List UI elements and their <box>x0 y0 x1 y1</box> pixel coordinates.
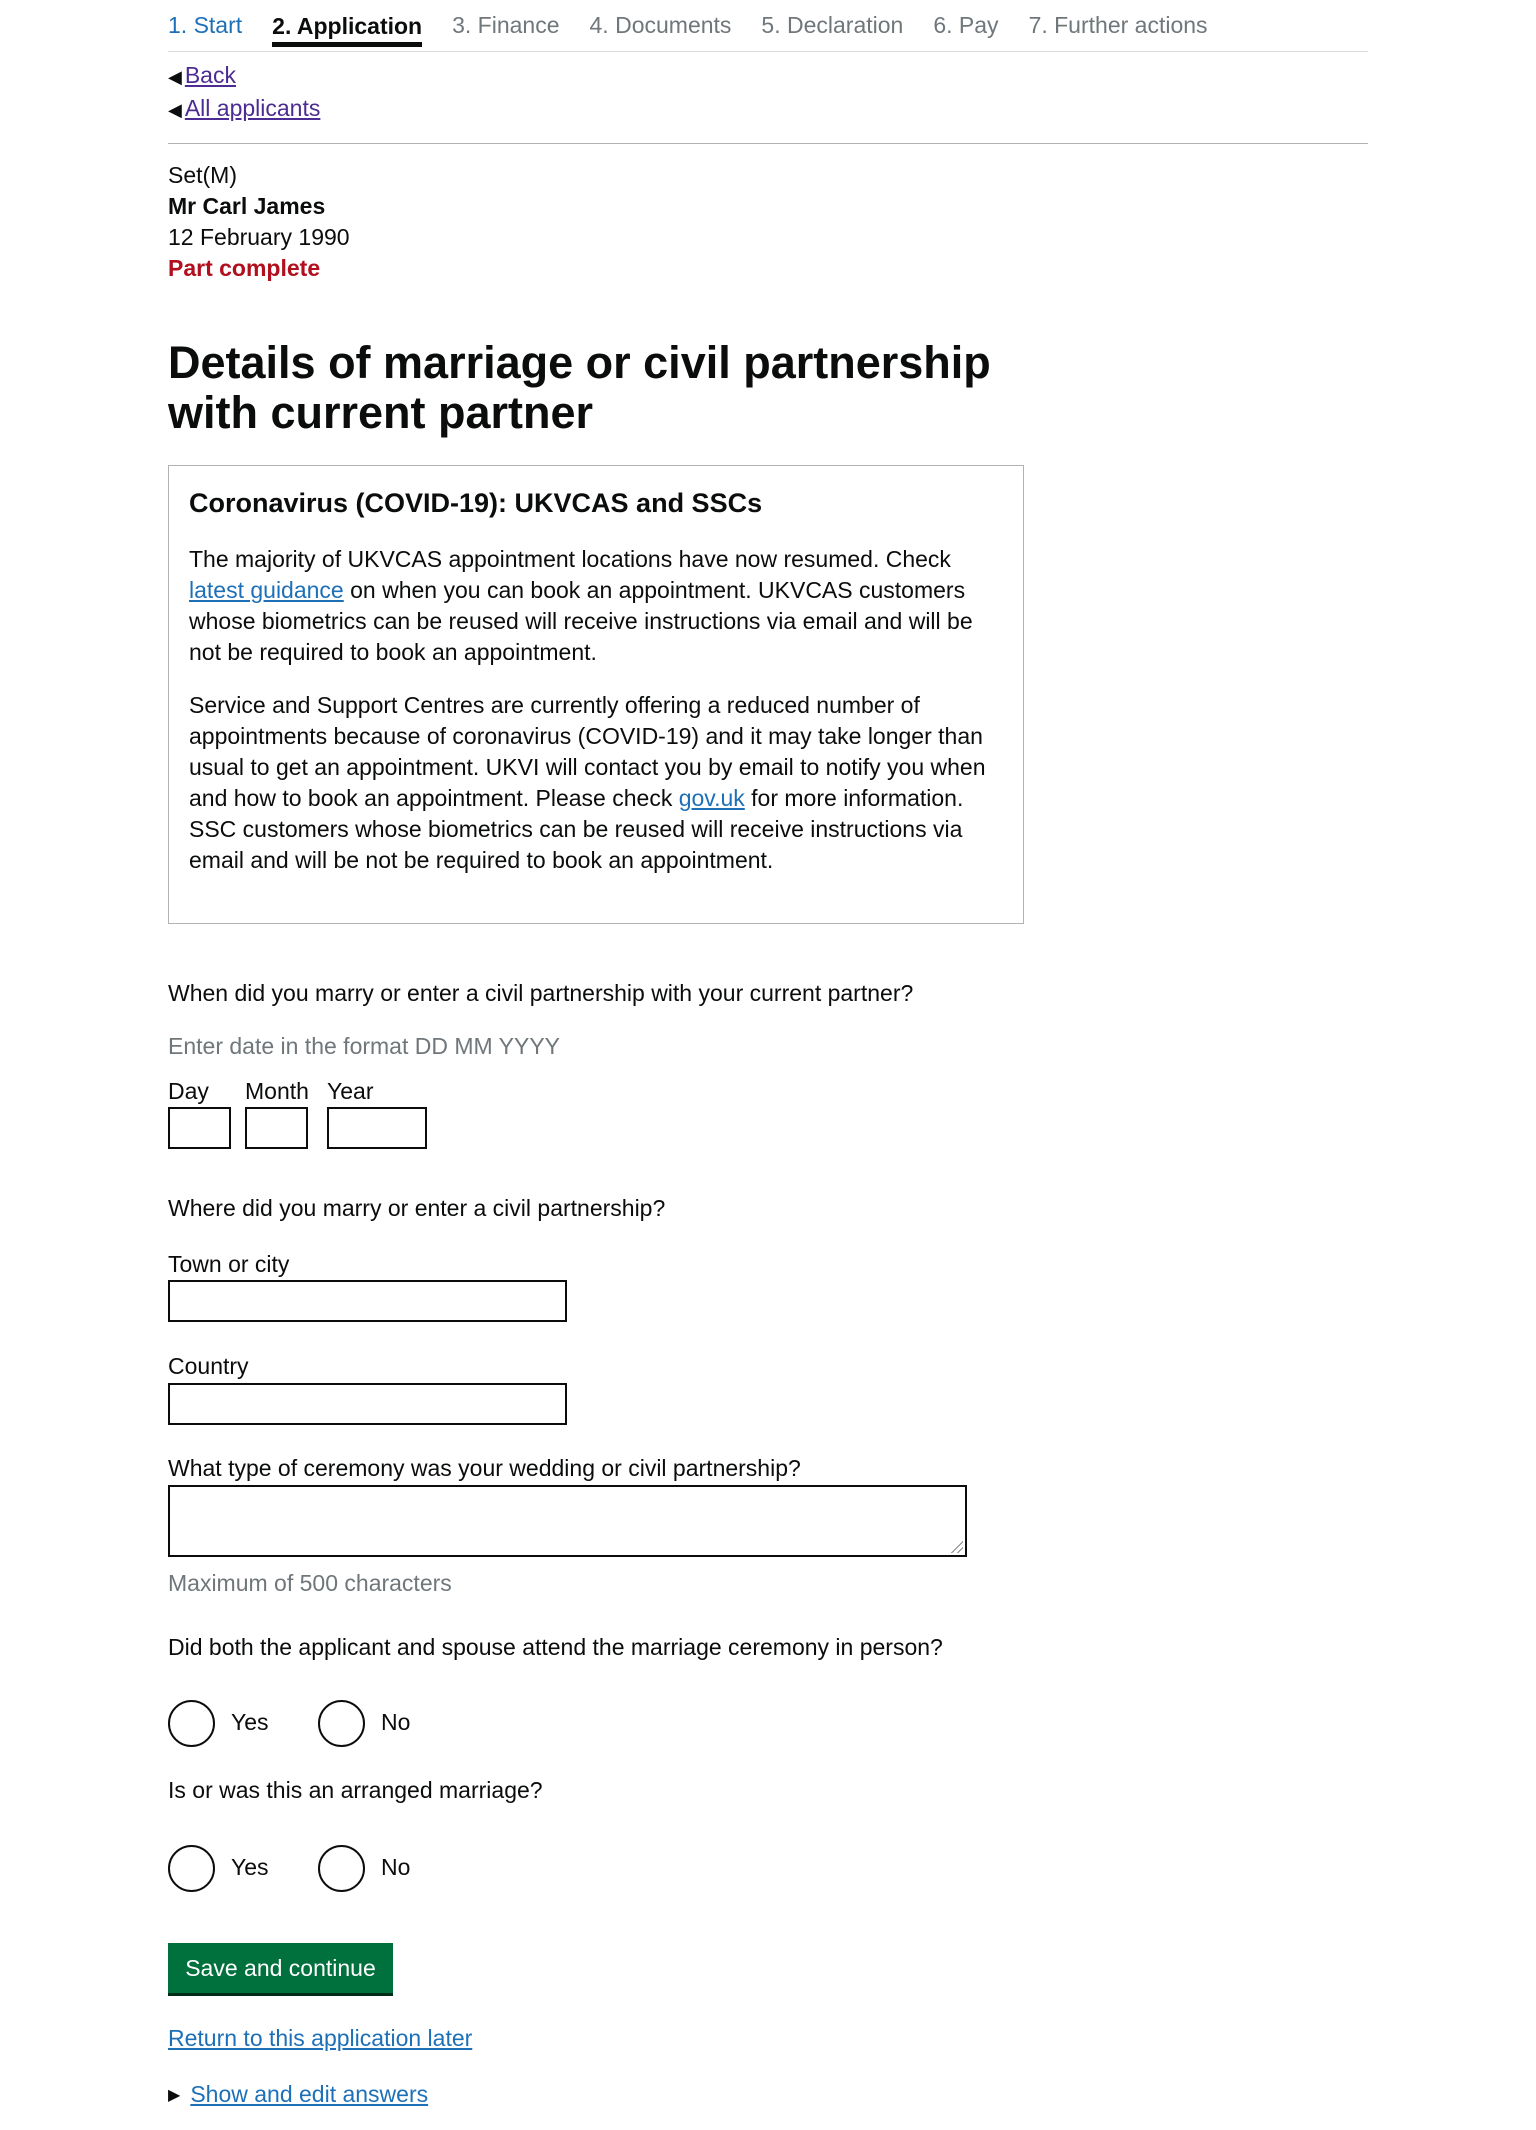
notice-paragraph-2 <box>189 690 1003 876</box>
ceremony-type-question: What type of ceremony was your wedding or civil partnership? <box>168 1455 801 1481</box>
gov-uk-link[interactable]: gov.uk <box>678 785 745 811</box>
resize-handle-icon[interactable] <box>951 1541 963 1553</box>
show-edit-answers-label: Show and edit answers <box>190 2081 429 2107</box>
return-later-link[interactable]: Return to this application later <box>168 2025 473 2051</box>
section-divider <box>168 143 1368 144</box>
month-label: Month <box>245 1078 309 1104</box>
marriage-date-question: When did you marry or enter a civil partnership with your current partner? <box>168 980 914 1006</box>
back-link-label: Back <box>184 62 236 88</box>
month-input[interactable] <box>245 1107 308 1149</box>
notice-title: Coronavirus (COVID-19): UKVCAS and SSCs <box>189 488 763 518</box>
step-documents: 4. Documents <box>589 12 732 38</box>
notice-p2-text-a: Service and Support Centres are currently offering a reduced number of appointments because of coronavirus (COVID-19) and it may take longer than usual to get an appointment. UKVI will contact you by email to notify you when and how to book an appointment. Please check <box>189 692 986 811</box>
arranged-yes-label[interactable]: Yes <box>231 1854 269 1880</box>
country-input[interactable] <box>168 1383 567 1425</box>
all-applicants-link-label: All applicants <box>184 95 321 121</box>
all-applicants-link[interactable] <box>168 93 320 126</box>
notice-p1-text-a: The majority of UKVCAS appointment locations have now resumed. Check <box>189 546 951 572</box>
applicant-dob: 12 February 1990 <box>168 224 350 250</box>
attend-no-label[interactable]: No <box>381 1709 411 1735</box>
step-application-label: 2. Application <box>272 12 422 47</box>
arranged-no-radio[interactable] <box>318 1845 365 1892</box>
day-input[interactable] <box>168 1107 231 1149</box>
step-further-actions: 7. Further actions <box>1028 12 1208 38</box>
latest-guidance-link[interactable]: latest guidance <box>189 577 344 603</box>
step-pay: 6. Pay <box>933 12 999 38</box>
covid-notice-panel <box>168 465 1024 924</box>
page-title: Details of marriage or civil partnership with current partner <box>168 337 991 438</box>
triangle-left-icon: ◀ <box>168 100 182 120</box>
arranged-yes-radio[interactable] <box>168 1845 215 1892</box>
attend-yes-label[interactable]: Yes <box>231 1709 269 1735</box>
town-input[interactable] <box>168 1280 567 1322</box>
save-and-continue-button[interactable]: Save and continue <box>168 1943 393 1993</box>
ceremony-type-textarea[interactable] <box>168 1485 967 1557</box>
notice-p1-text-b: on when you can book an appointment. UKVCAS customers whose biometrics can be reused will receive instructions via email and will be not be required to book an appointment. <box>189 577 973 665</box>
ceremony-type-hint: Maximum of 500 characters <box>168 1570 452 1596</box>
marriage-place-question: Where did you marry or enter a civil partnership? <box>168 1195 666 1221</box>
show-edit-answers-toggle[interactable] <box>168 2079 428 2111</box>
back-links <box>168 60 320 126</box>
applicant-status: Part complete <box>168 255 321 281</box>
year-input[interactable] <box>327 1107 427 1149</box>
attend-no-radio[interactable] <box>318 1700 365 1747</box>
applicant-summary <box>168 160 350 284</box>
back-link[interactable] <box>168 60 320 93</box>
day-label: Day <box>168 1078 209 1104</box>
marriage-date-hint: Enter date in the format DD MM YYYY <box>168 1033 561 1059</box>
applicant-name: Mr Carl James <box>168 193 326 219</box>
applicant-set: Set(M) <box>168 162 237 188</box>
step-finance: 3. Finance <box>452 12 560 38</box>
notice-paragraph-1 <box>189 544 1003 668</box>
arranged-no-label[interactable]: No <box>381 1854 411 1880</box>
step-start[interactable]: 1. Start <box>168 12 243 38</box>
country-label: Country <box>168 1353 249 1379</box>
step-application[interactable] <box>272 0 422 52</box>
step-declaration: 5. Declaration <box>761 12 904 38</box>
attend-in-person-question: Did both the applicant and spouse attend the marriage ceremony in person? <box>168 1634 943 1660</box>
attend-yes-radio[interactable] <box>168 1700 215 1747</box>
step-navigation <box>168 0 1368 52</box>
triangle-right-icon: ▶ <box>168 2087 181 2104</box>
year-label: Year <box>327 1078 374 1104</box>
triangle-left-icon: ◀ <box>168 67 182 87</box>
arranged-marriage-question: Is or was this an arranged marriage? <box>168 1777 543 1803</box>
town-label: Town or city <box>168 1251 290 1277</box>
notice-p2-text-b: for more information. SSC customers whose biometrics can be reused will receive instructions via email and will be not be required to book an appointment. <box>189 785 964 873</box>
